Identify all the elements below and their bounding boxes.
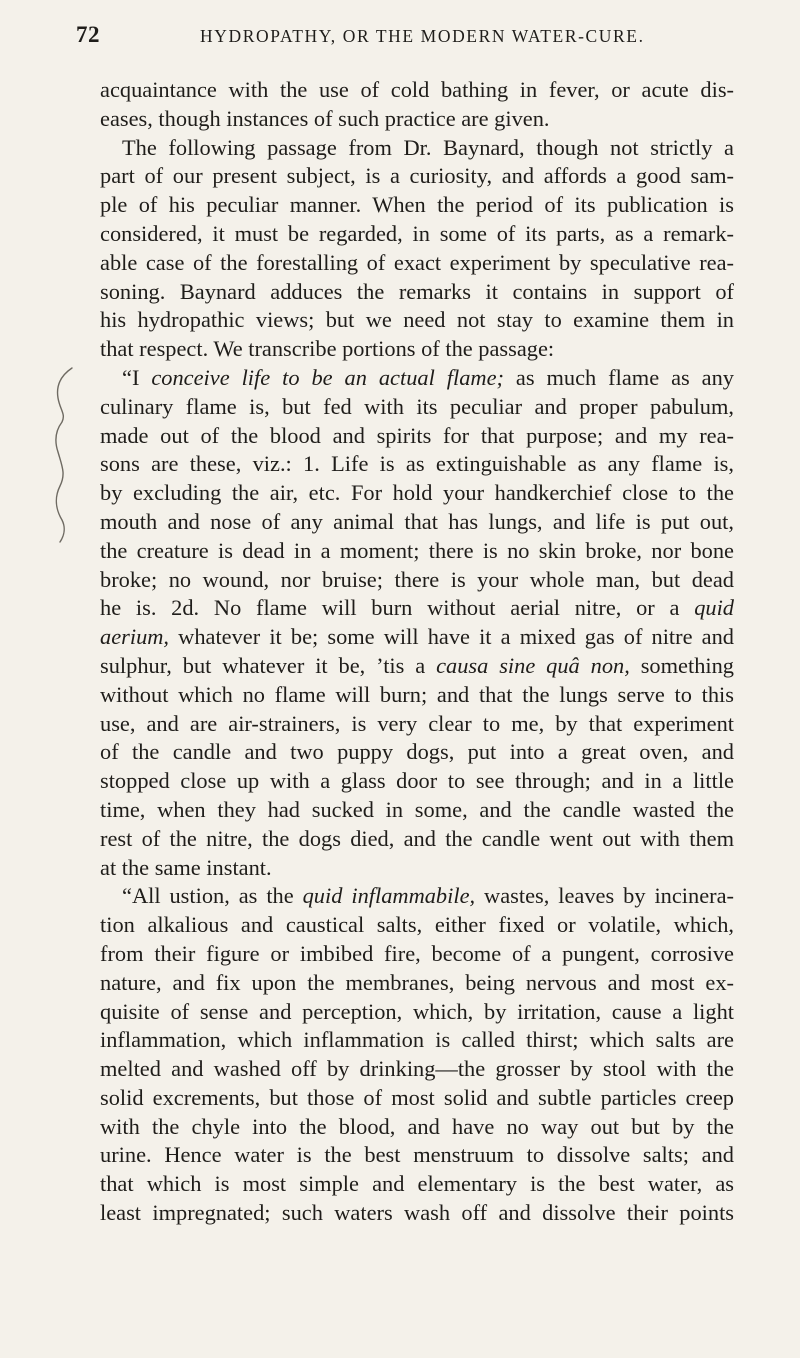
text-segment: that which is most simple and elementary is the best water, as	[100, 1171, 734, 1197]
text-segment: broke; no wound, nor bruise; there is your whole man, but dead	[100, 566, 734, 592]
italic-phrase: causa sine quâ non,	[436, 652, 630, 678]
italic-phrase: quid	[694, 595, 734, 621]
text-line	[100, 940, 734, 969]
text-line	[100, 854, 734, 883]
text-line	[100, 1170, 734, 1199]
text-line	[100, 710, 734, 739]
text-segment: considered, it must be regarded, in some of its parts, as a remark-	[100, 220, 734, 246]
text-segment: the creature is dead in a moment; there is no skin broke, nor bone	[100, 537, 734, 563]
text-line	[100, 306, 734, 335]
text-line	[100, 479, 734, 508]
text-line	[100, 537, 734, 566]
text-segment: quisite of sense and perception, which, by irritation, cause a light	[100, 998, 734, 1024]
text-segment: time, when they had sucked in some, and the candle wasted the	[100, 796, 734, 822]
text-line	[100, 998, 734, 1027]
text-line	[100, 594, 734, 623]
page-number: 72	[76, 22, 100, 47]
text-line	[100, 364, 734, 393]
text-segment: as much flame as any	[503, 364, 734, 390]
text-segment: least impregnated; such waters wash off and dissolve their points	[100, 1200, 734, 1226]
text-line	[100, 911, 734, 940]
text-segment: at the same instant.	[100, 854, 272, 880]
text-line	[100, 422, 734, 451]
text-segment: nature, and fix upon the membranes, being nervous and most ex-	[100, 969, 734, 995]
text-line	[100, 566, 734, 595]
text-line	[100, 767, 734, 796]
text-segment: The following passage from Dr. Baynard, though not strictly a	[122, 134, 734, 160]
running-title: HYDROPATHY, OR THE MODERN WATER-CURE.	[200, 26, 645, 46]
text-segment: use, and are air-strainers, is very clear to me, by that experiment	[100, 710, 734, 736]
text-line	[100, 278, 734, 307]
text-line	[100, 1055, 734, 1084]
text-segment: his hydropathic views; but we need not stay to examine them in	[100, 307, 734, 333]
text-segment: melted and washed off by drinking—the grosser by stool with the	[100, 1056, 734, 1082]
text-line	[100, 162, 734, 191]
text-segment: by excluding the air, etc. For hold your handkerchief close to the	[100, 480, 734, 506]
text-segment: able case of the forestalling of exact experiment by speculative rea-	[100, 249, 734, 275]
text-line	[100, 249, 734, 278]
running-head	[76, 22, 736, 56]
text-line	[100, 1026, 734, 1055]
text-line	[100, 681, 734, 710]
italic-phrase: quid inflammabile,	[302, 883, 476, 909]
text-segment: solid excrements, but those of most solid and subtle particles creep	[100, 1084, 734, 1110]
text-segment: that respect. We transcribe portions of the passage:	[100, 336, 555, 362]
text-segment: made out of the blood and spirits for that purpose; and my rea-	[100, 422, 734, 448]
text-line	[100, 1141, 734, 1170]
italic-phrase: conceive life to be an actual flame;	[151, 364, 504, 390]
text-segment: stopped close up with a glass door to see through; and in a little	[100, 768, 734, 794]
text-segment: rest of the nitre, the dogs died, and the candle went out with them	[100, 825, 734, 851]
text-segment: mouth and nose of any animal that has lungs, and life is put out,	[100, 508, 734, 534]
text-line	[100, 220, 734, 249]
text-line	[100, 825, 734, 854]
text-segment: he is. 2d. No flame will burn without aerial nitre, or a	[100, 595, 695, 621]
italic-phrase: aerium,	[100, 624, 170, 650]
text-line	[100, 335, 734, 364]
text-segment: acquaintance with the use of cold bathing in fever, or acute dis-	[100, 77, 734, 102]
text-segment: sulphur, but whatever it be, ’tis a	[100, 652, 437, 678]
text-line	[100, 508, 734, 537]
body-text	[100, 76, 734, 1228]
text-segment: from their figure or imbibed fire, become of a pungent, corrosive	[100, 940, 734, 966]
text-segment: urine. Hence water is the best menstruum to dissolve salts; and	[100, 1142, 734, 1168]
text-line	[100, 882, 734, 911]
text-segment: something	[629, 652, 735, 678]
text-line	[100, 134, 734, 163]
text-segment: “I	[122, 364, 152, 390]
text-line	[100, 1113, 734, 1142]
text-segment: whatever it be; some will have it a mixed gas of nitre and	[169, 624, 734, 650]
text-segment: ple of his peculiar manner. When the period of its publication is	[100, 192, 734, 218]
text-segment: with the chyle into the blood, and have no way out but by the	[100, 1113, 734, 1139]
text-segment: culinary flame is, but fed with its peculiar and proper pabulum,	[100, 393, 734, 419]
text-segment: “All ustion, as the	[122, 883, 303, 909]
text-line	[100, 969, 734, 998]
text-segment: eases, though instances of such practice are given.	[100, 105, 550, 131]
text-line	[100, 450, 734, 479]
pencil-margin-bracket	[52, 366, 76, 544]
text-line	[100, 1084, 734, 1113]
text-segment: without which no flame will burn; and that the lungs serve to this	[100, 681, 734, 707]
text-line	[100, 738, 734, 767]
text-line	[100, 191, 734, 220]
text-line	[100, 76, 734, 105]
text-segment: soning. Baynard adduces the remarks it contains in support of	[100, 278, 734, 304]
text-line	[100, 393, 734, 422]
text-segment: inflammation, which inflammation is called thirst; which salts are	[100, 1027, 734, 1053]
text-segment: of the candle and two puppy dogs, put into a great oven, and	[100, 739, 734, 765]
text-segment: sons are these, viz.: 1. Life is as extinguishable as any flame is,	[100, 451, 734, 477]
text-segment: tion alkalious and caustical salts, either fixed or volatile, which,	[100, 912, 734, 938]
text-line	[100, 652, 734, 681]
text-line	[100, 1199, 734, 1228]
text-line	[100, 623, 734, 652]
text-segment: part of our present subject, is a curiosity, and affords a good sam-	[100, 163, 734, 189]
text-line	[100, 105, 734, 134]
text-line	[100, 796, 734, 825]
text-segment: wastes, leaves by incinera-	[475, 883, 734, 909]
